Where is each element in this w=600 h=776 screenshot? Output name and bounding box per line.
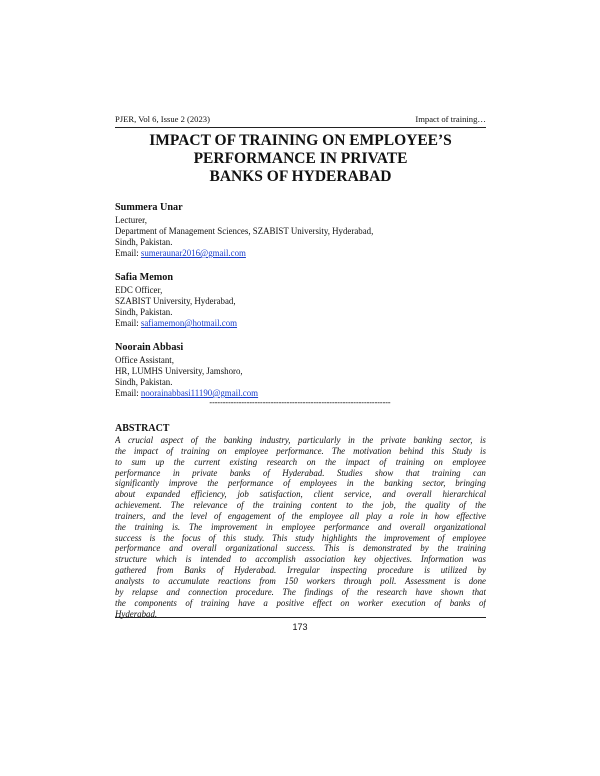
email-link[interactable]: sumeraunar2016@gmail.com bbox=[140, 248, 246, 258]
author-name: Safia Memon bbox=[115, 272, 174, 283]
affiliation-line: Sindh, Pakistan. bbox=[115, 377, 173, 387]
author-block bbox=[115, 341, 486, 399]
abstract-line: the training is. The improvement in employee performance and overall organizational bbox=[115, 521, 486, 532]
abstract-line: about expanded efficiency, job satisfaction, client service, and overall hierarchical bbox=[115, 489, 486, 500]
title-line: IMPACT OF TRAINING ON EMPLOYEE’S bbox=[149, 132, 452, 149]
title-line: BANKS OF HYDERABAD bbox=[209, 168, 392, 185]
email-line bbox=[115, 318, 486, 329]
affiliation-line: EDC Officer, bbox=[115, 285, 163, 295]
header-rule bbox=[115, 127, 486, 128]
author-block bbox=[115, 271, 486, 329]
abstract-line: analysts to accumulate reactions from 150 workers through poll. Assessment is done bbox=[115, 575, 486, 586]
short-title: Impact of training… bbox=[415, 114, 486, 124]
abstract-line: Hyderabad. bbox=[115, 608, 158, 619]
abstract-line: the components of training have a positive effect on worker execution of banks of bbox=[115, 597, 486, 608]
page-number: 173 bbox=[292, 622, 308, 632]
abstract-line: A crucial aspect of the banking industry, particularly in the private banking sector, is bbox=[115, 435, 486, 445]
abstract-line: performance in private banks of Hyderabad. Studies show that training can bbox=[115, 467, 486, 478]
abstract-line: significantly improve the performance of employees in the banking sector, bringing bbox=[115, 478, 486, 489]
journal-citation: PJER, Vol 6, Issue 2 (2023) bbox=[115, 114, 210, 124]
title-line: PERFORMANCE IN PRIVATE bbox=[193, 150, 408, 167]
abstract-heading: ABSTRACT bbox=[115, 423, 170, 434]
email-label: Email: bbox=[115, 388, 139, 398]
abstract-line: the impact of training on employee performance. The motivation behind this Study is bbox=[115, 445, 486, 456]
email-link[interactable]: safiamemon@hotmail.com bbox=[140, 318, 238, 328]
email-line bbox=[115, 248, 486, 259]
affiliation-line: HR, LUMHS University, Jamshoro, bbox=[115, 366, 243, 376]
affiliation-line: Department of Management Sciences, SZABIST University, Hyderabad, bbox=[115, 226, 374, 236]
abstract-line: achievement. The relevance of the training content to the job, the quality of the bbox=[115, 500, 486, 511]
email-label: Email: bbox=[115, 248, 139, 258]
affiliation-line: SZABIST University, Hyderabad, bbox=[115, 296, 236, 306]
abstract-line: structure which is intended to accomplish association key objectives. Information was bbox=[115, 554, 486, 565]
affiliation-line: Office Assistant, bbox=[115, 355, 174, 365]
author-block bbox=[115, 201, 486, 259]
abstract-line: by relapse and connection procedure. The findings of the research have shown that bbox=[115, 586, 486, 597]
author-name: Summera Unar bbox=[115, 202, 183, 213]
email-link[interactable]: noorainabbasi11190@gmail.com bbox=[140, 388, 259, 398]
email-label: Email: bbox=[115, 318, 139, 328]
affiliation-line: Sindh, Pakistan. bbox=[115, 237, 173, 247]
footer-rule bbox=[115, 617, 486, 618]
abstract-body bbox=[115, 435, 486, 619]
author-name: Noorain Abbasi bbox=[115, 342, 184, 353]
affiliation-line: Lecturer, bbox=[115, 215, 147, 225]
paper-title bbox=[115, 132, 486, 186]
author-list bbox=[115, 201, 486, 411]
abstract-line: gathered from Banks of Hyderabad. Irregular inspecting procedure is utilized by bbox=[115, 565, 486, 576]
abstract-line: performance and overall organizational success. This is demonstrated by the training bbox=[115, 543, 486, 554]
running-header bbox=[115, 114, 486, 124]
affiliation-line: Sindh, Pakistan. bbox=[115, 307, 173, 317]
abstract-line: to sum up the current existing research on the impact of training on employee bbox=[115, 456, 486, 467]
abstract-line: success is the focus of this study. This study highlights the improvement of employee bbox=[115, 532, 486, 543]
section-separator: -------------------------------------------------------------------- bbox=[209, 398, 391, 407]
abstract-line: trainers, and the level of engagement of the employee all play a role in how effective bbox=[115, 510, 486, 521]
